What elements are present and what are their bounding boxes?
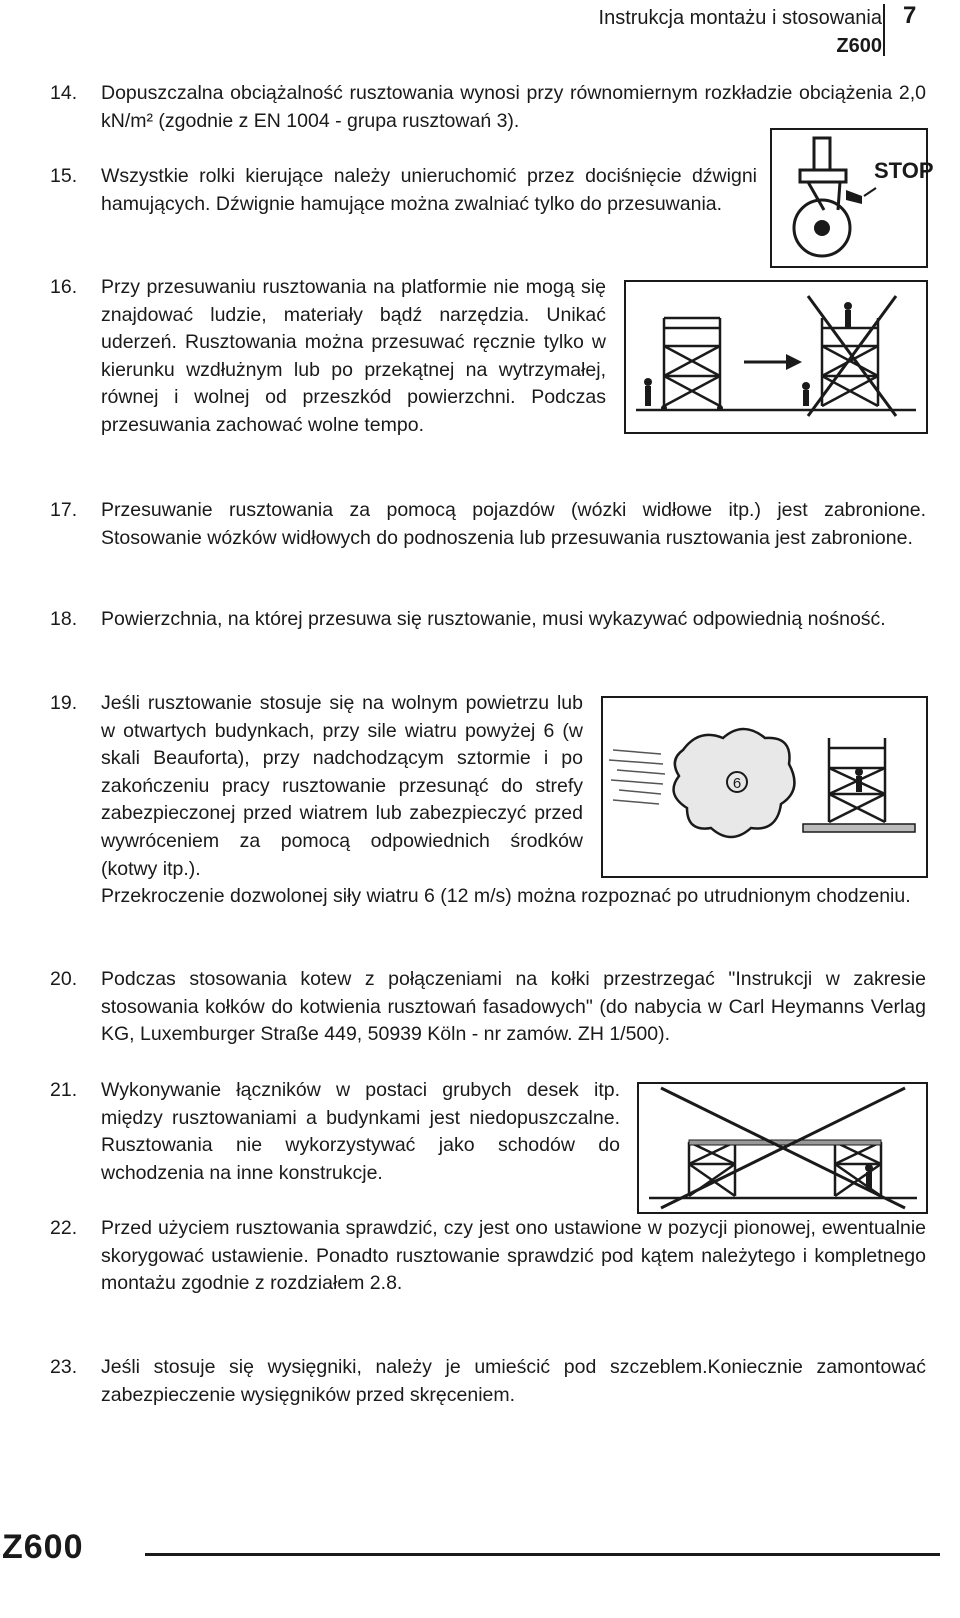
item-text: Wykonywanie łączników w postaci grubych desek itp. między rusztowaniami a budynkami jest niedopuszczalne. Rusztowania nie wykorzystywać jako schodów do wchodzenia na inne konstrukcje. xyxy=(101,1079,620,1184)
item-text: Podczas stosowania kotew z połączeniami na kołki przestrzegać "Instrukcji w zakresie stosowania kołków do kotwienia rusztowań fasadowych" (do nabycia w Carl Heymanns Verlag KG, Luxemburger Straße 449, 50939 Köln - nr zamów. ZH 1/500). xyxy=(101,968,926,1046)
wind-force-label: 6 xyxy=(732,775,742,792)
moving-scaffold-figure xyxy=(624,280,928,434)
stop-label: STOP xyxy=(874,158,934,183)
footer-divider xyxy=(145,1553,940,1556)
header-divider xyxy=(883,4,885,56)
page-number: 7 xyxy=(903,2,917,29)
item-number: 14. xyxy=(50,82,78,104)
model-name: Z600 xyxy=(836,35,882,57)
item-number: 21. xyxy=(50,1079,78,1101)
item-text: Wszystkie rolki kierujące należy unieruchomić przez dociśnięcie dźwigni hamujących. Dźwignie hamujące można zwalniać tylko do przesuwania. xyxy=(101,165,757,215)
footer-model-name: Z600 xyxy=(2,1528,84,1566)
item-number: 20. xyxy=(50,968,78,990)
wind-figure xyxy=(601,696,928,878)
item-text: Przed użyciem rusztowania sprawdzić, czy jest ono ustawione w pozycji pionowej, ewentualnie skorygować ustawienie. Ponadto rusztowanie sprawdzić pod kątem należytego i kompletnego montażu zgodnie z rozdziałem 2.8. xyxy=(101,1217,926,1295)
item-number: 22. xyxy=(50,1217,78,1239)
brake-figure xyxy=(770,128,934,268)
item-text: Jeśli rusztowanie stosuje się na wolnym powietrzu lub w otwartych budynkach, przy sile wiatru powyżej 6 (w skali Beauforta), przy nadchodzącym sztormie i po zakończeniu pracy rusztowanie przesunąć do strefy zabezpieczonej przed wiatrem lub zabezpieczyć przed wywróceniem za pomocą odpowiednich środków (kotwy itp.). xyxy=(101,692,583,880)
document-header xyxy=(599,4,882,60)
item-number: 15. xyxy=(50,165,78,187)
item-text: Przesuwanie rusztowania za pomocą pojazdów (wózki widłowe itp.) jest zabronione. Stosowanie wózków widłowych do podnoszenia lub przesuwania rusztowania jest zabronione. xyxy=(101,499,926,549)
item-number: 17. xyxy=(50,499,78,521)
item-text: Przy przesuwaniu rusztowania na platformie nie mogą się znajdować ludzie, materiały bądź narzędzia. Unikać uderzeń. Rusztowania można przesuwać ręcznie tylko w kierunku wzdłużnym lub po przekątnej na wytrzymałej, równej i wolnej od przeszkód powierzchni. Podczas przesuwania zachować wolne tempo. xyxy=(101,276,606,436)
item-number: 18. xyxy=(50,608,78,630)
scaffold-bridge-illustration xyxy=(639,1084,926,1212)
item-text: Jeśli stosuje się wysięgniki, należy je umieścić pod szczeblem.Koniecznie zamontować zabezpieczenie wysięgników przed skręceniem. xyxy=(101,1356,926,1406)
scaffold-move-illustration xyxy=(626,282,926,432)
bridging-figure xyxy=(637,1082,928,1214)
item-number: 19. xyxy=(50,692,78,714)
castor-brake-illustration xyxy=(772,130,934,266)
item-text: Dopuszczalna obciążalność rusztowania wynosi przy równomiernym rozkładzie obciążenia 2,0 kN/m² (zgodnie z EN 1004 - grupa rusztowań 3). xyxy=(101,82,926,132)
item-text-continued: Przekroczenie dozwolonej siły wiatru 6 (12 m/s) można rozpoznać po utrudnionym chodzeniu. xyxy=(101,885,911,907)
item-number: 23. xyxy=(50,1356,78,1378)
item-number: 16. xyxy=(50,276,78,298)
wind-storm-illustration xyxy=(603,698,926,876)
document-title: Instrukcja montażu i stosowania xyxy=(598,7,882,29)
item-text: Powierzchnia, na której przesuwa się rusztowanie, musi wykazywać odpowiednią nośność. xyxy=(101,608,886,630)
